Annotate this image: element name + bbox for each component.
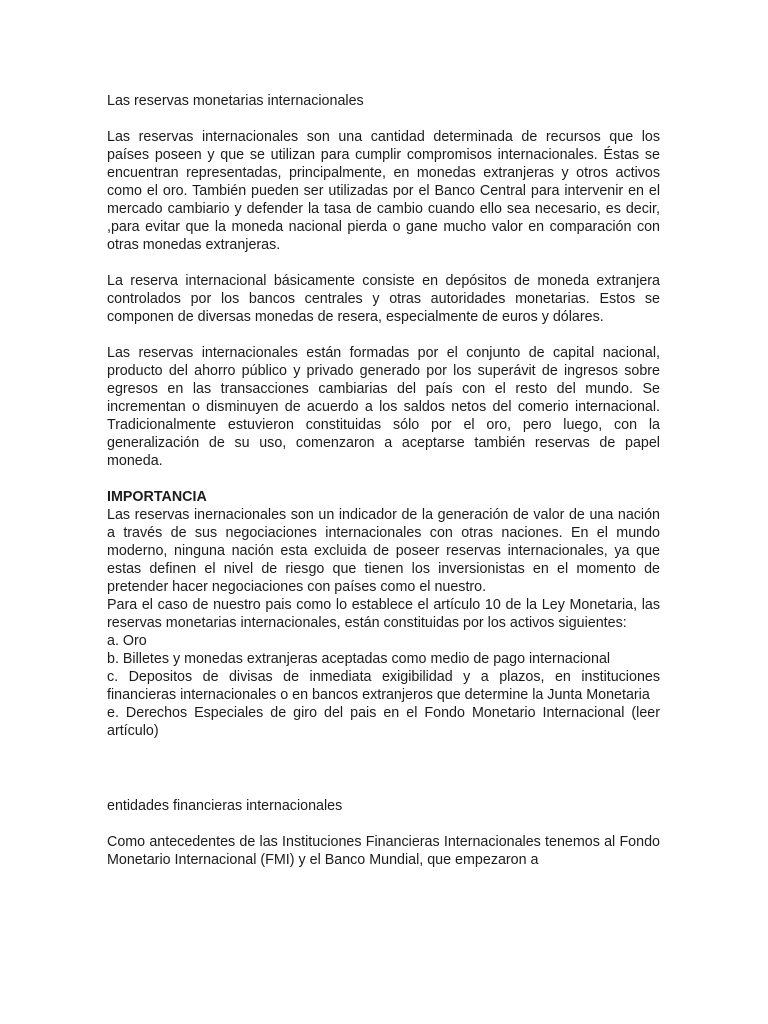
list-item-derechos-especiales: e. Derechos Especiales de giro del pais en el Fondo Monetario Internacional (leer artículo) — [107, 705, 660, 739]
list-item-billetes: b. Billetes y monedas extranjeras aceptadas como medio de pago internacional — [107, 651, 611, 667]
paragraph-ley-monetaria: Para el caso de nuestro pais como lo establece el artículo 10 de la Ley Monetaria, las reservas monetarias internacionales, están constituidas por los activos siguientes: — [107, 597, 660, 631]
paragraph-reservas-definicion: Las reservas internacionales son una cantidad determinada de recursos que los países poseen y que se utilizan para cumplir compromisos internacionales. Éstas se encuentran representadas, principalmente, en monedas extranjeras y otros activos como el oro. También pueden ser utilizadas por el Banco Central para intervenir en el mercado cambiario y defender la tasa de cambio cuando ello sea necesario, es decir, ,para evitar que la moneda nacional pierda o gane mucho valor en comparación con otras monedas extranjeras. — [107, 129, 660, 253]
document-page — [107, 92, 660, 869]
paragraph-reservas-formacion: Las reservas internacionales están formadas por el conjunto de capital nacional, producto del ahorro público y privado generado por los superávit de ingresos sobre egresos en las transacciones cambiarias del país con el resto del mundo. Se incrementan o disminuyen de acuerdo a los saldos netos del comerio internacional. Tradicionalmente estuvieron constituidas sólo por el oro, pero luego, con la generalización de su uso, comenzaron a aceptarse también reservas de papel moneda. — [107, 345, 660, 469]
importancia-heading: IMPORTANCIA — [107, 489, 207, 505]
paragraph-antecedentes: Como antecedentes de las Instituciones Financieras Internacionales tenemos al Fondo Monetario Internacional (FMI) y el Banco Mundial, que empezaron a — [107, 834, 660, 868]
paragraph-importancia: Las reservas inernacionales son un indicador de la generación de valor de una nación a través de sus negociaciones internacionales con otras naciones. En el mundo moderno, ninguna nación esta excluida de poseer reservas internacionales, ya que estas definen el nivel de riesgo que tienen los inversionistas en el momento de pretender hacer negociaciones con países como el nuestro. — [107, 507, 660, 595]
list-item-oro: a. Oro — [107, 633, 147, 649]
document-title: Las reservas monetarias internacionales — [107, 93, 364, 109]
paragraph-reserva-composicion: La reserva internacional básicamente consiste en depósitos de moneda extranjera controlados por los bancos centrales y otras autoridades monetarias. Estos se componen de diversas monedas de resera, especialmente de euros y dólares. — [107, 273, 660, 325]
list-item-depositos: c. Depositos de divisas de inmediata exigibilidad y a plazos, en instituciones financieras internacionales o en bancos extranjeros que determine la Junta Monetaria — [107, 669, 660, 703]
section-title-entidades: entidades financieras internacionales — [107, 798, 343, 814]
